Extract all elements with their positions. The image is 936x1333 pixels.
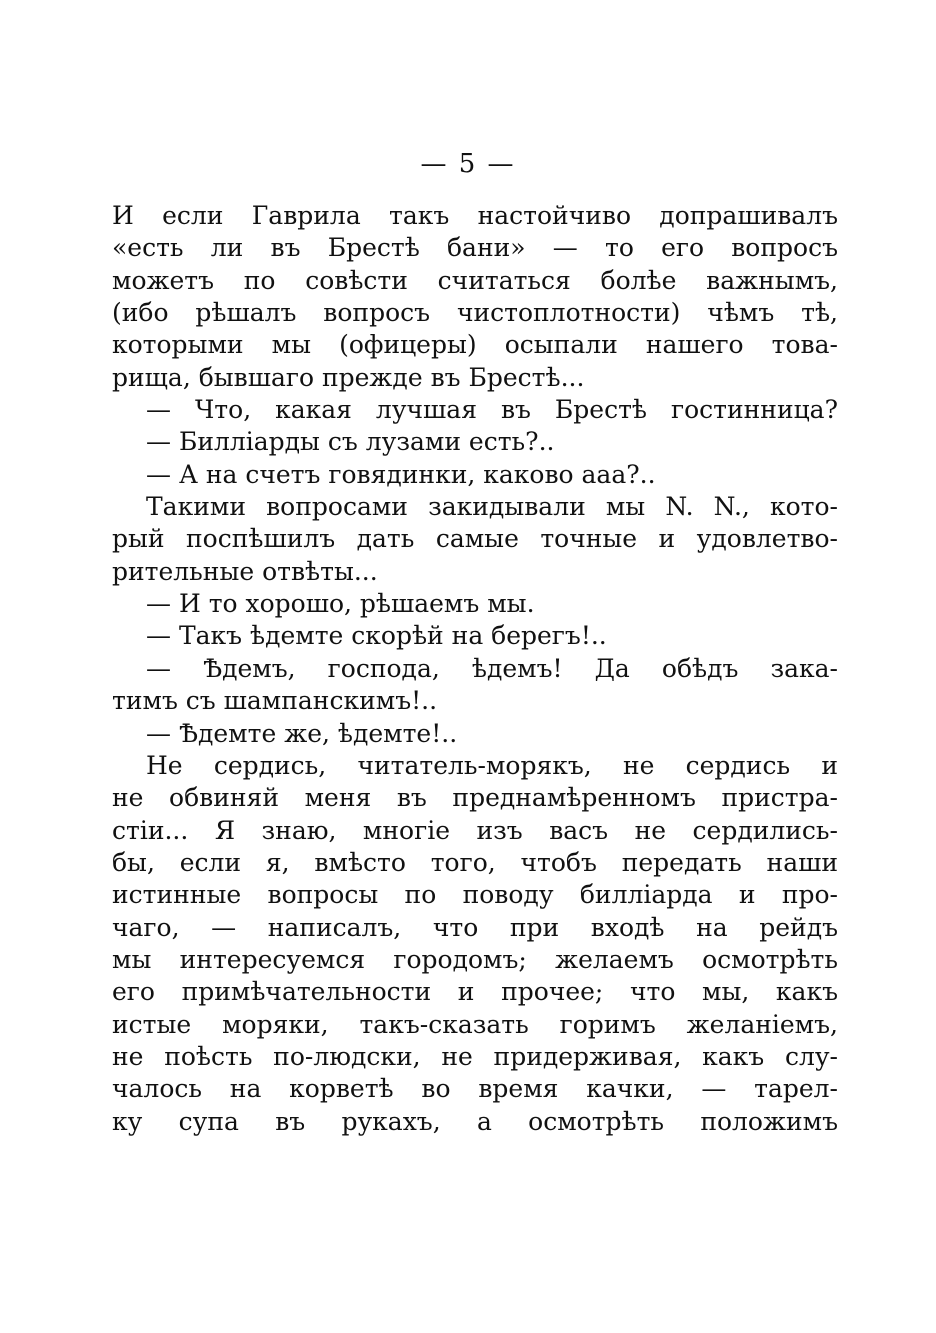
text-line: Такими вопросами закидывали мы N. N., кото- <box>146 492 838 522</box>
text-line: рительные отвѣты... <box>112 556 378 586</box>
text-line: истые моряки, такъ-сказать горимъ желаніемъ, <box>112 1009 838 1039</box>
page-number: — 5 — <box>420 149 516 179</box>
text-line: — Ѣдемте же, ѣдемте!.. <box>146 718 458 748</box>
text-line: истинные вопросы по поводу билліарда и про- <box>112 880 838 910</box>
text-line: «есть ли въ Брестѣ бани» — то его вопросъ <box>112 233 838 263</box>
text-line: рый поспѣшилъ дать самые точные и удовлетво- <box>112 524 838 554</box>
text-line: чаго, — написалъ, что при входѣ на рейдъ <box>112 912 838 942</box>
text-line: — Билліарды съ лузами есть?.. <box>146 427 555 457</box>
text-line: бы, если я, вмѣсто того, чтобъ передать наши <box>112 847 838 877</box>
text-line: которыми мы (офицеры) осыпали нашего това- <box>112 330 838 360</box>
text-line: стіи... Я знаю, многіе изъ васъ не сердились- <box>112 815 838 845</box>
text-line: — Такъ ѣдемте скорѣй на берегъ!.. <box>146 621 607 651</box>
text-line: можетъ по совѣсти считаться болѣе важнымъ, <box>112 265 838 295</box>
text-line: чалось на корветѣ во время качки, — тарел- <box>112 1074 838 1104</box>
text-line: ку супа въ рукахъ, а осмотрѣть положимъ <box>112 1106 838 1136</box>
text-line: — Ѣдемъ, господа, ѣдемъ! Да обѣдъ зака- <box>146 653 838 683</box>
text-line: Не сердись, читатель-морякъ, не сердись и <box>146 750 838 780</box>
text-line: — И то хорошо, рѣшаемъ мы. <box>146 589 535 619</box>
text-line: его примѣчательности и прочее; что мы, какъ <box>112 977 838 1007</box>
text-line: (ибо рѣшалъ вопросъ чистоплотности) чѣмъ тѣ, <box>112 298 838 328</box>
text-line: рища, бывшаго прежде въ Брестѣ... <box>112 362 585 392</box>
text-line: не обвиняй меня въ преднамѣренномъ пристра- <box>112 783 838 813</box>
text-line: — Что, какая лучшая въ Брестѣ гостинница? <box>146 395 838 425</box>
body-text <box>112 200 838 1138</box>
text-line: — А на счетъ говядинки, каково ааа?.. <box>146 459 656 489</box>
text-line: мы интересуемся городомъ; желаемъ осмотрѣть <box>112 944 838 974</box>
text-line: тимъ съ шампанскимъ!.. <box>112 686 438 716</box>
text-line: не поѣсть по-людски, не придерживая, какъ слу- <box>112 1041 838 1071</box>
text-line: И если Гаврила такъ настойчиво допрашивалъ <box>112 201 838 230</box>
